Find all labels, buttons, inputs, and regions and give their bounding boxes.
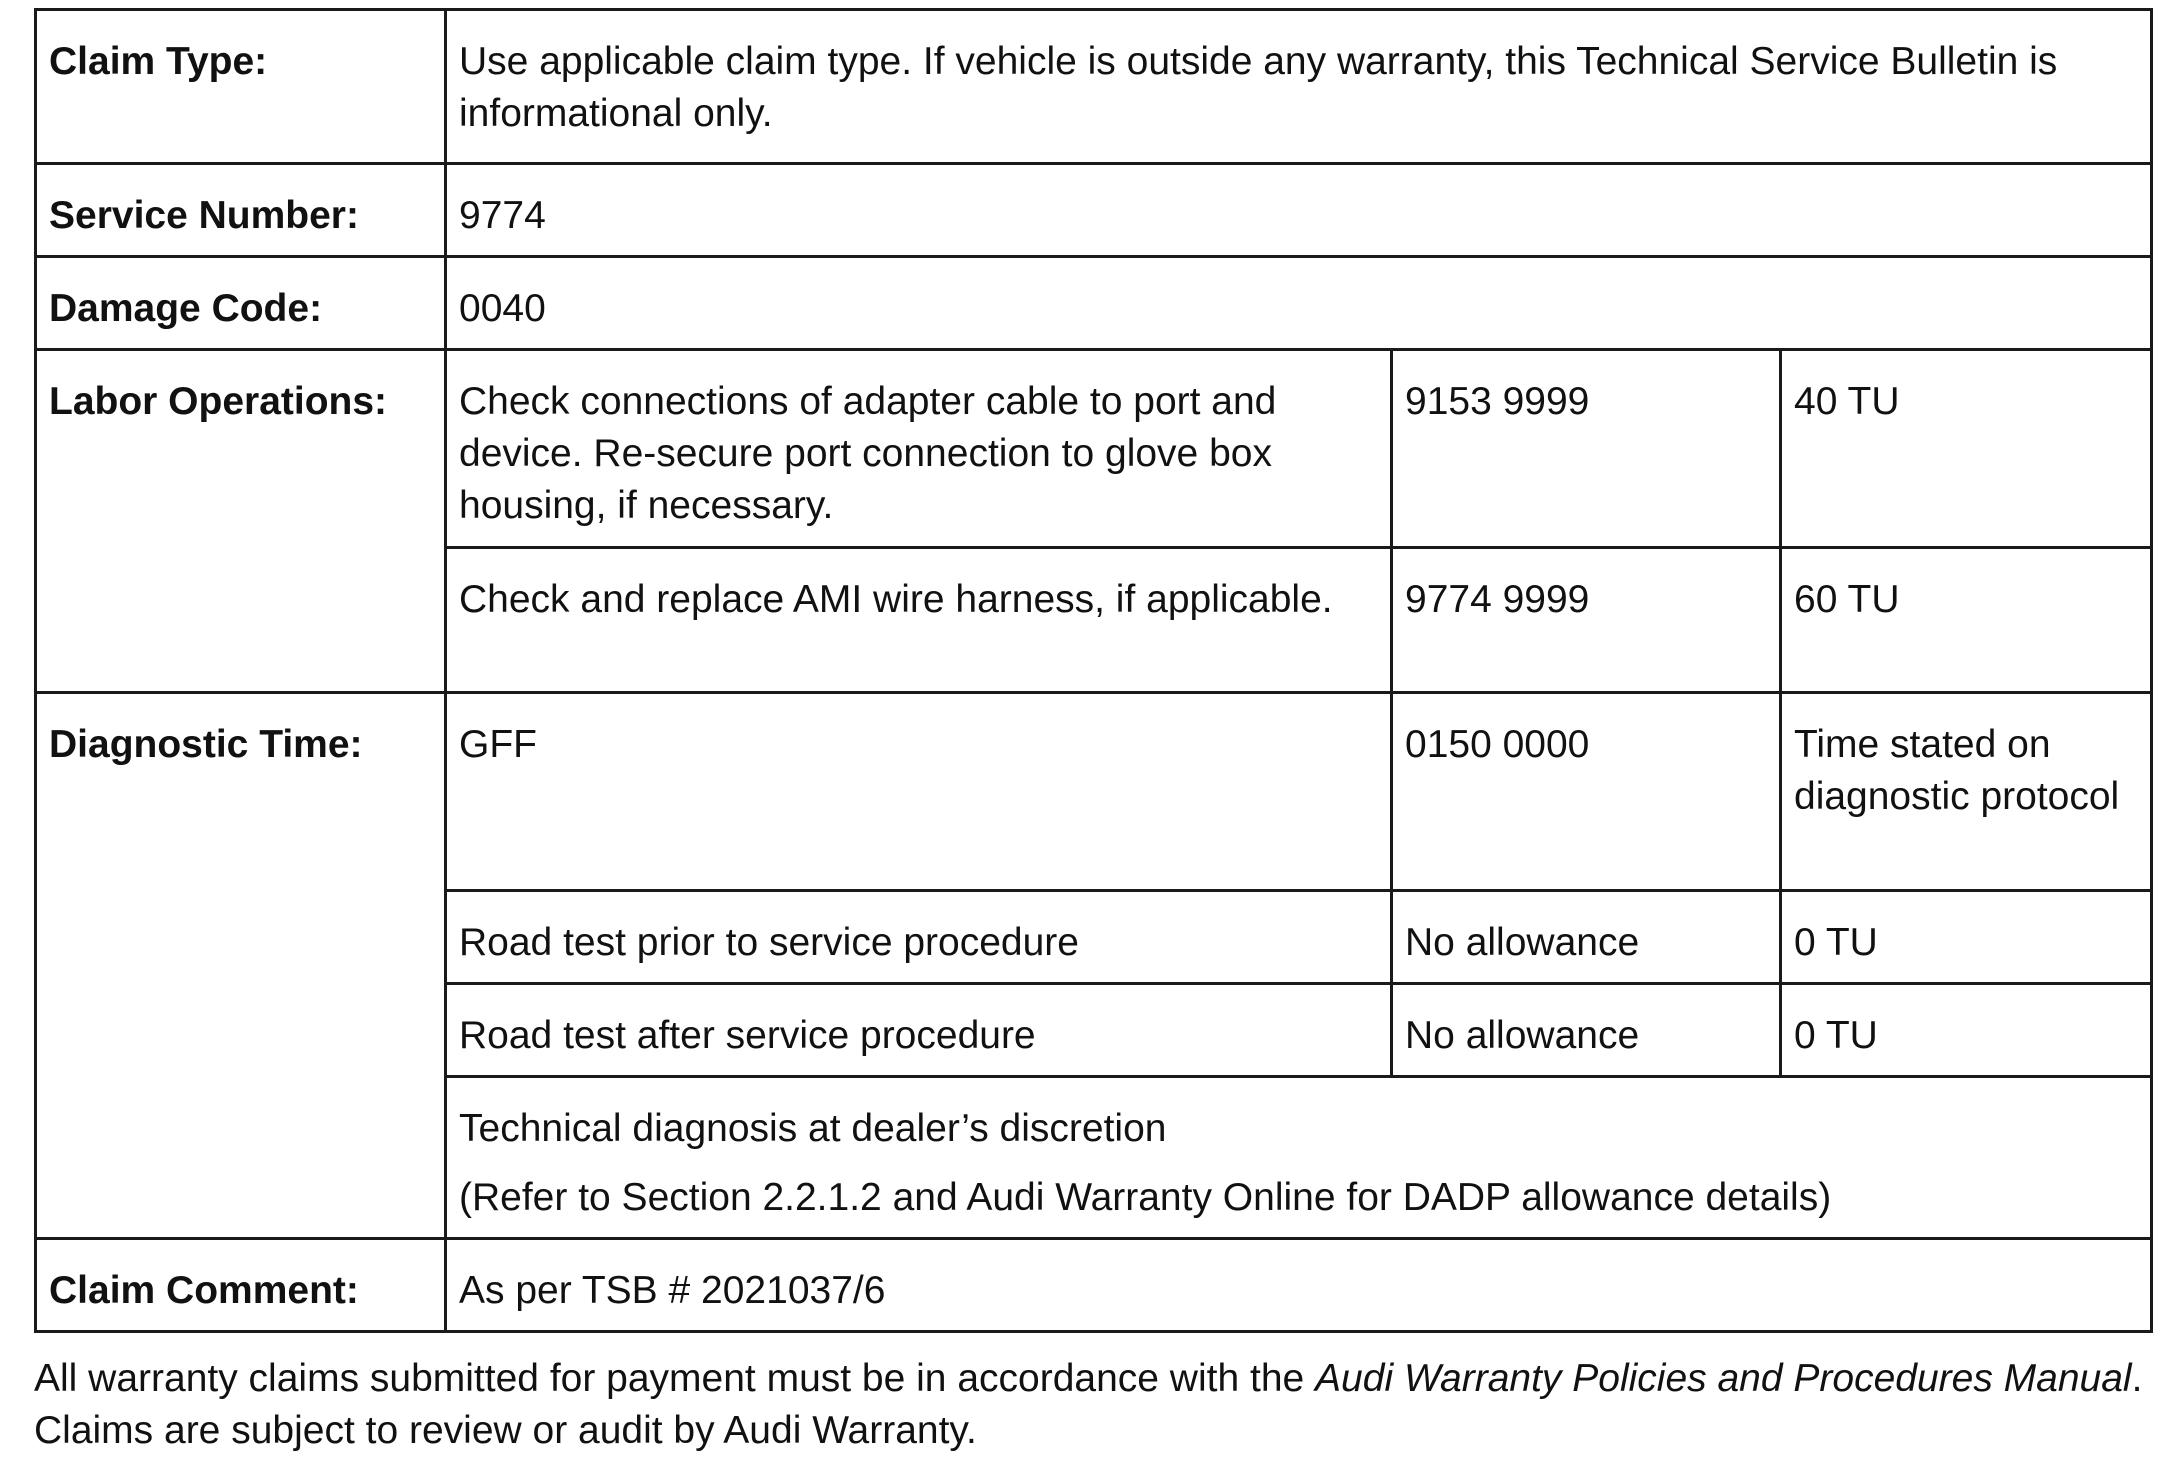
diagnostic-note <box>446 1077 2152 1239</box>
claim-type-label: Claim Type: <box>36 10 446 164</box>
diagnostic-time-value: 0 TU <box>1781 984 2152 1077</box>
warranty-footer-note <box>34 1353 2150 1457</box>
diagnostic-description: GFF <box>446 693 1392 891</box>
diagnostic-note-line: Technical diagnosis at dealer’s discretion <box>459 1107 1167 1150</box>
labor-operation-row <box>36 350 2152 548</box>
diagnostic-time-value: 0 TU <box>1781 891 2152 984</box>
warranty-document <box>34 8 2150 1457</box>
damage-code-value: 0040 <box>446 257 2152 350</box>
claim-type-value: Use applicable claim type. If vehicle is outside any warranty, this Technical Service Bulletin is informational only. <box>446 10 2152 164</box>
diagnostic-time-label: Diagnostic Time: <box>36 693 446 1239</box>
labor-operation-time: 60 TU <box>1781 548 2152 693</box>
labor-operation-code: 9153 9999 <box>1392 350 1781 548</box>
diagnostic-description: Road test prior to service procedure <box>446 891 1392 984</box>
labor-operation-description: Check connections of adapter cable to port and device. Re-secure port connection to glove box housing, if necessary. <box>446 350 1392 548</box>
damage-code-row <box>36 257 2152 350</box>
footer-text-before: All warranty claims submitted for payment must be in accordance with the <box>34 1357 1316 1400</box>
claim-comment-value: As per TSB # 2021037/6 <box>446 1239 2152 1332</box>
claim-comment-row <box>36 1239 2152 1332</box>
diagnostic-row <box>36 693 2152 891</box>
diagnostic-code: No allowance <box>1392 891 1781 984</box>
diagnostic-code: 0150 0000 <box>1392 693 1781 891</box>
labor-operation-time: 40 TU <box>1781 350 2152 548</box>
claim-comment-label: Claim Comment: <box>36 1239 446 1332</box>
diagnostic-description: Road test after service procedure <box>446 984 1392 1077</box>
labor-operations-label: Labor Operations: <box>36 350 446 693</box>
diagnostic-note-reference: (Refer to Section 2.2.1.2 and Audi Warranty Online for DADP allowance details) <box>459 1176 1832 1219</box>
service-number-label: Service Number: <box>36 164 446 257</box>
warranty-claim-table <box>34 8 2153 1333</box>
footer-text-after: . Claims are subject to review or audit by Audi Warranty. <box>34 1357 2143 1452</box>
diagnostic-time-value: Time stated on diagnostic protocol <box>1781 693 2152 891</box>
damage-code-label: Damage Code: <box>36 257 446 350</box>
claim-type-row <box>36 10 2152 164</box>
labor-operation-description: Check and replace AMI wire harness, if applicable. <box>446 548 1392 693</box>
service-number-value: 9774 <box>446 164 2152 257</box>
footer-manual-title: Audi Warranty Policies and Procedures Manual <box>1315 1357 2132 1400</box>
labor-operation-code: 9774 9999 <box>1392 548 1781 693</box>
diagnostic-code: No allowance <box>1392 984 1781 1077</box>
service-number-row <box>36 164 2152 257</box>
